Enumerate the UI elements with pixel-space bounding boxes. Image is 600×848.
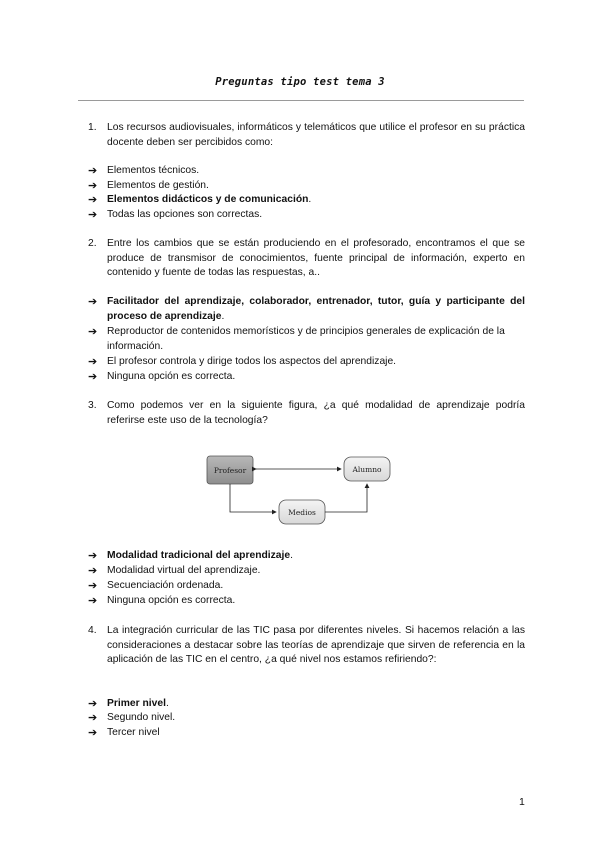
option-label: Modalidad tradicional del aprendizaje — [107, 550, 291, 561]
arrow-icon: ➔ — [88, 209, 98, 221]
option-suffix: . — [165, 698, 169, 709]
option-label: Tercer nivel — [107, 727, 160, 738]
option-2a-correct — [88, 295, 525, 324]
option-label: Facilitador del aprendizaje, colaborador, entrenador, tutor, guía y participante del proceso de aprendizaje — [107, 296, 525, 322]
option-label: Secuenciación ordenada. — [107, 580, 224, 591]
arrow-icon: ➔ — [88, 595, 98, 607]
arrow-icon: ➔ — [88, 565, 98, 577]
arrow-icon: ➔ — [88, 371, 98, 383]
node-alumno — [344, 457, 390, 481]
option-suffix: . — [221, 310, 225, 322]
question-3 — [88, 399, 525, 428]
arrow-icon: ➔ — [88, 712, 98, 724]
option-1b — [88, 179, 525, 194]
option-label: Elementos didácticos y de comunicación — [107, 194, 309, 205]
node-medios-label: Medios — [288, 508, 316, 517]
question-2 — [88, 237, 525, 281]
arrow-icon: ➔ — [88, 296, 98, 308]
option-1d — [88, 208, 525, 223]
question-1 — [88, 121, 525, 150]
question-number: 3. — [88, 400, 97, 411]
option-1a — [88, 164, 525, 179]
edge-profesor-medios — [230, 484, 276, 512]
option-4c — [88, 726, 525, 741]
option-label: Ninguna opción es correcta. — [107, 595, 236, 606]
option-label: El profesor controla y dirige todos los aspectos del aprendizaje. — [107, 356, 397, 367]
option-label: Elementos de gestión. — [107, 180, 209, 191]
question-number: 2. — [88, 238, 97, 249]
option-label: Reproductor de contenidos memorísticos y de principios generales de explicación de la información. — [107, 326, 505, 352]
option-3d — [88, 594, 525, 609]
node-profesor — [207, 456, 253, 484]
arrow-icon: ➔ — [88, 194, 98, 206]
option-label: Ninguna opción es correcta. — [107, 371, 236, 382]
arrow-icon: ➔ — [88, 356, 98, 368]
node-profesor-label: Profesor — [213, 466, 247, 475]
title-divider — [78, 100, 524, 101]
question-text: La integración curricular de las TIC pasa por diferentes niveles. Si hacemos relación a las consideraciones a destacar sobre las teorías de aprendizaje que sirven de referencia en la aplicación de las TIC en el centro, ¿a qué nivel nos estamos refiriendo?: — [107, 625, 525, 666]
page-number: 1 — [519, 796, 525, 808]
edge-medios-alumno — [325, 484, 367, 512]
option-suffix: . — [308, 194, 312, 205]
option-label: Todas las opciones son correctas. — [107, 209, 263, 220]
option-label: Segundo nivel. — [107, 712, 176, 723]
node-alumno-label: Alumno — [352, 465, 382, 474]
arrow-icon: ➔ — [88, 580, 98, 592]
question-text: Entre los cambios que se están produciendo en el profesorado, encontramos el que se produce de transmisor de conocimientos, fuente principal de información, experto en contenido y fuente de todas las respuestas, a.. — [107, 238, 525, 279]
option-4a-correct — [88, 697, 525, 712]
arrow-icon: ➔ — [88, 727, 98, 739]
option-label: Elementos técnicos. — [107, 165, 200, 176]
node-medios — [279, 500, 325, 524]
document-title: Preguntas tipo test tema 3 — [215, 76, 385, 88]
option-4b — [88, 711, 525, 726]
arrow-icon: ➔ — [88, 180, 98, 192]
question-text: Los recursos audiovisuales, informáticos y telemáticos que utilice el profesor en su práctica docente deben ser percibidos como: — [107, 122, 525, 148]
arrow-icon: ➔ — [88, 698, 98, 710]
option-3b — [88, 564, 525, 579]
option-label: Modalidad virtual del aprendizaje. — [107, 565, 261, 576]
option-suffix: . — [290, 550, 293, 561]
option-2c — [88, 355, 525, 370]
question-text: Como podemos ver en la siguiente figura, ¿a qué modalidad de aprendizaje podría referirse este uso de la tecnología? — [107, 400, 525, 426]
arrow-icon: ➔ — [88, 326, 98, 338]
option-3c — [88, 579, 525, 594]
question-4 — [88, 624, 525, 668]
option-1c-correct — [88, 193, 525, 208]
option-label: Primer nivel — [107, 698, 166, 709]
option-2d — [88, 370, 525, 385]
arrow-icon: ➔ — [88, 165, 98, 177]
arrow-icon: ➔ — [88, 550, 98, 562]
question-number: 4. — [88, 625, 97, 636]
learning-diagram — [205, 447, 395, 529]
option-3a-correct — [88, 549, 525, 564]
option-2b — [88, 325, 525, 354]
question-number: 1. — [88, 122, 97, 133]
